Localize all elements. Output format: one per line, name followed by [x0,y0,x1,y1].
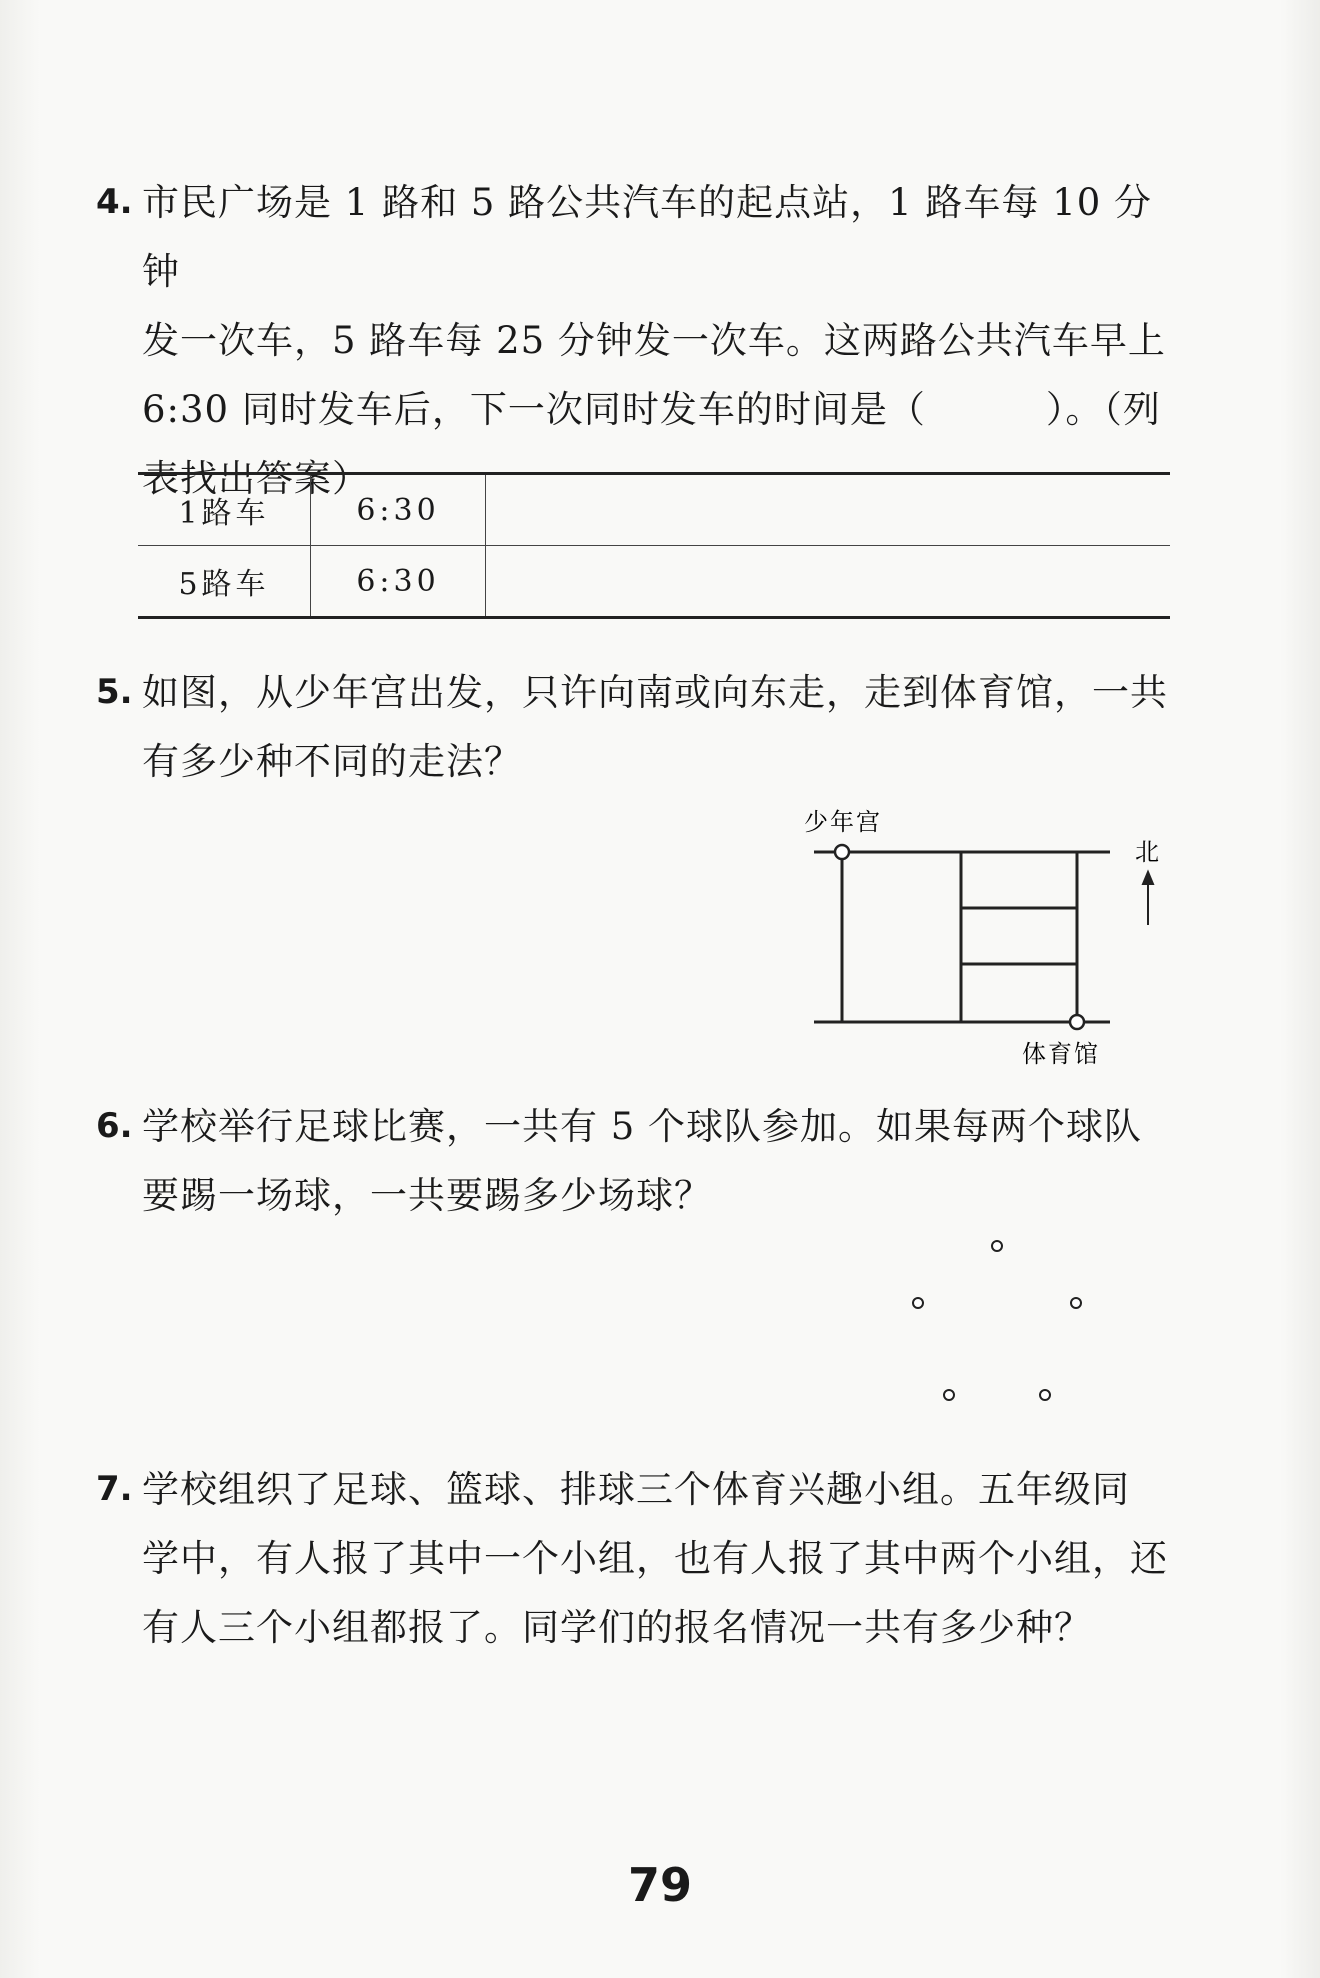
route-cell: 1路车 [138,474,311,546]
problem-number: 7. [96,1469,133,1509]
problem-text [142,168,1186,513]
problem-4 [96,168,1186,513]
street-grid-diagram [800,800,1170,1080]
problem-line-part: 6:30 同时发车后，下一次同时发车的时间是（ [142,388,926,431]
time-cell: 6:30 [311,474,486,546]
problem-line: 有人三个小组都报了。同学们的报名情况一共有多少种？ [142,1606,1092,1649]
time-cell: 6:30 [311,546,486,618]
problem-line: 发一次车，5 路车每 25 分钟发一次车。这两路公共汽车早上 [142,319,1166,362]
problem-5 [96,658,1186,796]
problem-7 [96,1455,1186,1662]
problem-text [142,1092,1186,1230]
problem-line: 要踢一场球，一共要踢多少场球？ [142,1174,712,1217]
problem-line [142,375,1186,444]
start-label: 少年宫 [804,808,882,836]
route-cell: 5路车 [138,546,311,618]
answer-cell[interactable] [486,474,1171,546]
problem-line: 学中，有人报了其中一个小组，也有人报了其中两个小组，还 [142,1537,1168,1580]
page-number: 79 [627,1858,692,1912]
problem-line: 市民广场是 1 路和 5 路公共汽车的起点站，1 路车每 10 分钟 [142,181,1153,293]
start-point [835,845,849,859]
team-point [1040,1390,1050,1400]
problem-number: 5. [96,672,133,712]
problem-text [142,658,1186,796]
north-label: 北 [1135,838,1161,866]
problem-line: 有多少种不同的走法？ [142,740,522,783]
problem-number: 4. [96,182,133,222]
team-point [944,1390,954,1400]
end-point [1070,1015,1084,1029]
problem-line: 学校举行足球比赛，一共有 5 个球队参加。如果每两个球队 [142,1105,1143,1148]
team-point [992,1241,1002,1251]
answer-cell[interactable] [486,546,1171,618]
bus-schedule-table [138,472,1170,619]
end-label: 体育馆 [1022,1040,1100,1068]
problem-line: 学校组织了足球、篮球、排球三个体育兴趣小组。五年级同 [142,1468,1130,1511]
team-point [1071,1298,1081,1308]
table-row [138,474,1170,546]
team-point [913,1298,923,1308]
problem-line: 如图，从少年宫出发，只许向南或向东走，走到体育馆，一共 [142,671,1168,714]
north-arrow-head [1143,872,1153,884]
problem-number: 6. [96,1106,133,1146]
table-row [138,546,1170,618]
problem-text [142,1455,1186,1662]
problem-line-part: ）。（列 [1045,388,1161,431]
problem-line: 表找出答案） [142,457,370,500]
teams-dots-diagram [900,1230,1100,1410]
problem-6 [96,1092,1186,1230]
